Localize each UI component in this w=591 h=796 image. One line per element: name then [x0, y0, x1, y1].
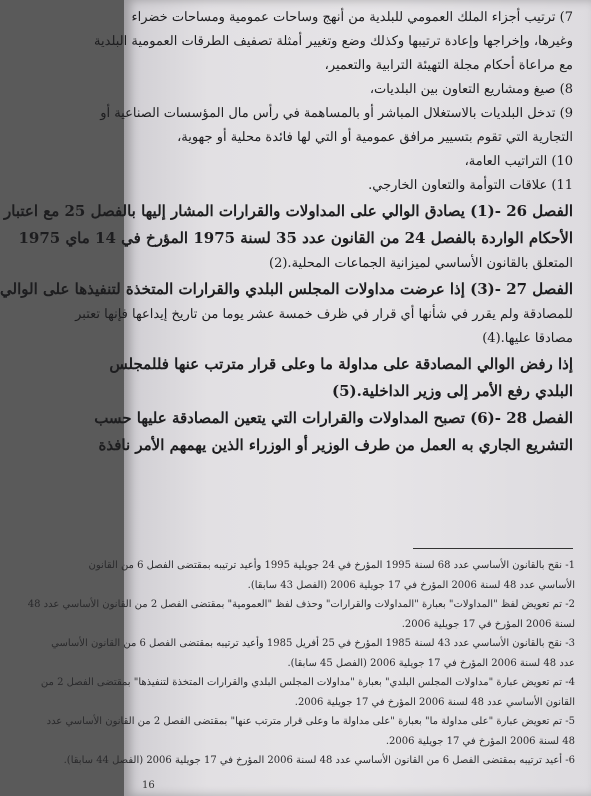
- footnotes: [27, 556, 575, 771]
- footnote-line: 4- تم تعويض عبارة "مداولات المجلس البلدي" بعبارة "مداولات المجلس البلدي والقرارات المتخذة لتنفيذها" بمقتضى الفصل 2 من: [40, 677, 575, 688]
- footnote-line: 5- تم تعويض عبارة "على مداولة ما" بعبارة "على مداولة ما وعلى قرار مترتب عنها" بمقتضى الفصل 2 من القانون الأساسي عدد: [46, 716, 575, 727]
- footnote-line: 2- تم تعويض لفظ "المداولات" بعبارة "المداولات والقرارات" وحذف لفظ "العمومية" بمقتضى الفصل 2 من القانون الأساسي عدد 48: [27, 599, 575, 610]
- footnote-line: 48 لسنة 2006 المؤرخ في 17 جويلية 2006.: [385, 735, 575, 747]
- body-line: الفصل 26 -(1) يصادق الوالي على المداولات والقرارات المشار إليها بالفصل 25 مع اعتبار: [4, 202, 573, 220]
- footnote-line: لسنة 2006 المؤرخ في 17 جويلية 2006.: [401, 618, 575, 630]
- body-line: 9) تدخل البلديات بالاستغلال المباشر أو بالمساهمة في رأس مال المؤسسات الصناعية أو: [100, 106, 573, 121]
- body-line: للمصادقة ولم يقرر في شأنها أي قرار في ظرف خمسة عشر يوما من تاريخ إيداعها فإنها تعتبر: [75, 307, 573, 322]
- body-line: 11) علاقات التوأمة والتعاون الخارجي.: [368, 178, 573, 193]
- footnote-separator: [413, 548, 573, 549]
- body-line: التشريع الجاري به العمل من طرف الوزير أو الوزراء الذين يهمهم الأمر نافذة: [98, 436, 573, 454]
- body-line: 8) صيغ ومشاريع التعاون بين البلديات،: [369, 82, 573, 97]
- body-line: وغيرها، وإخراجها وإعادة ترتيبها وكذلك وضع وتغيير أمثلة تصفيف الطرقات العمومية البلدية: [94, 34, 573, 49]
- body-text: [0, 6, 573, 459]
- body-line: التجارية التي تقوم بتسيير مرافق عمومية أو التي لها فائدة محلية أو جهوية،: [177, 130, 573, 145]
- body-line: 7) ترتيب أجزاء الملك العمومي للبلدية من أنهج وساحات عمومية ومساحات خضراء: [131, 10, 573, 25]
- footnote-line: عدد 48 لسنة 2006 المؤرخ في 17 جويلية 2006 (الفصل 45 سابقا).: [287, 657, 575, 669]
- footnote-line: 1- نقح بالقانون الأساسي عدد 68 لسنة 1995 المؤرخ في 24 جويلية 1995 وأعيد ترتيبه بمقتضى الفصل 6 من القانون: [88, 560, 575, 571]
- body-line: المتعلق بالقانون الأساسي لميزانية الجماعات المحلية.(2): [269, 256, 573, 271]
- footnote-line: الأساسي عدد 48 لسنة 2006 المؤرخ في 17 جويلية 2006 (الفصل 43 سابقا).: [247, 579, 575, 591]
- body-line: 10) التراتيب العامة،: [464, 154, 573, 169]
- body-line: الفصل 28 -(6) تصبح المداولات والقرارات التي يتعين المصادقة عليها حسب: [94, 409, 573, 427]
- footnote-line: 6- أعيد ترتيبه بمقتضى الفصل 6 من القانون الأساسي عدد 48 لسنة 2006 المؤرخ في 17 جويلية 2006 (الفصل 44 سابقا).: [63, 755, 575, 766]
- body-line: الفصل 27 -(3) إذا عرضت مداولات المجلس البلدي والقرارات المتخذة لتنفيذها على الوالي: [0, 280, 573, 298]
- body-line: مصادقا عليها.(4): [482, 331, 573, 346]
- body-line: البلدي رفع الأمر إلى وزير الداخلية.(5): [331, 382, 573, 400]
- page-number: 16: [142, 780, 155, 791]
- body-line: الأحكام الواردة بالفصل 24 من القانون عدد 35 لسنة 1975 المؤرخ في 14 ماي 1975: [18, 229, 573, 247]
- footnote-line: القانون الأساسي عدد 48 لسنة 2006 المؤرخ في 17 جويلية 2006.: [294, 696, 575, 708]
- body-line: مع مراعاة أحكام مجلة التهيئة الترابية والتعمير،: [324, 58, 573, 73]
- footnote-line: 3- نقح بالقانون الأساسي عدد 43 لسنة 1985 المؤرخ في 25 أفريل 1985 وأعيد ترتيبه بمقتضى الفصل 6 من القانون الأساسي: [51, 638, 575, 649]
- body-line: إذا رفض الوالي المصادقة على مداولة ما وعلى قرار مترتب عنها فللمجلس: [109, 355, 573, 373]
